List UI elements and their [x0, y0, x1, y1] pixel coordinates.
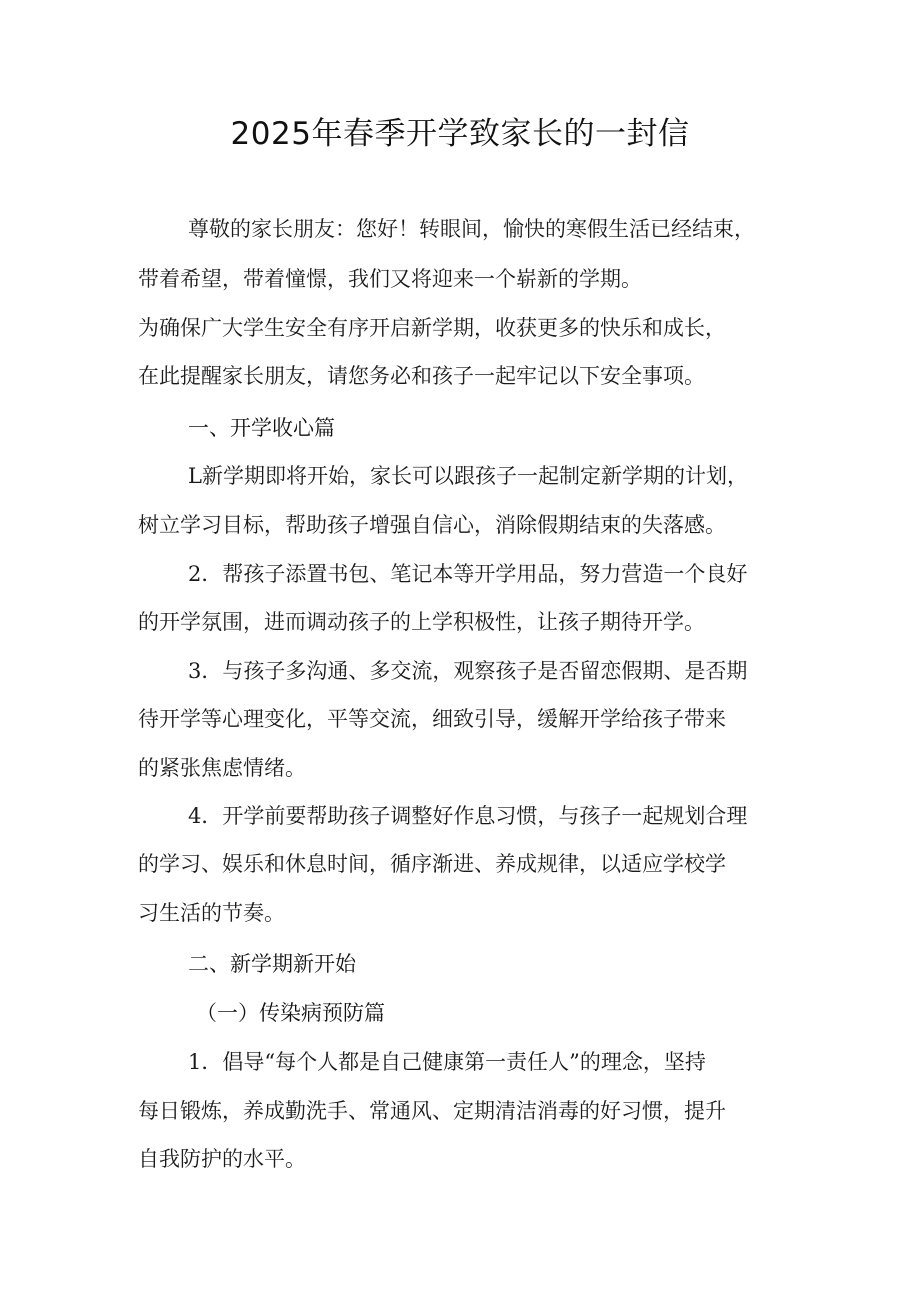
- section1-item4-line-3: 习生活的节奏。: [138, 901, 285, 925]
- section2-item1-line-1: 1．倡导“每个人都是自己健康第一责任人”的理念，坚持: [188, 1050, 706, 1074]
- section2-item1-line-3: 自我防护的水平。: [138, 1147, 306, 1171]
- section1-item3-line-1: 3．与孩子多沟通、多交流，观察孩子是否留恋假期、是否期: [188, 659, 748, 683]
- document-title: 2025年春季开学致家长的一封信: [230, 116, 690, 152]
- section1-item1-line-2: 树立学习目标，帮助孩子增强自信心，消除假期结束的失落感。: [138, 513, 726, 537]
- intro-line-2: 带着希望，带着憧憬，我们又将迎来一个崭新的学期。: [138, 267, 642, 291]
- intro-line-4: 在此提醒家长朋友，请您务必和孩子一起牢记以下安全事项。: [138, 364, 705, 388]
- intro-line-1: 尊敬的家长朋友：您好！转眼间，愉快的寒假生活已经结束，: [188, 217, 755, 241]
- section1-item3-line-3: 的紧张焦虑情绪。: [138, 756, 306, 780]
- section1-item1-line-1: L新学期即将开始，家长可以跟孩子一起制定新学期的计划，: [188, 464, 748, 488]
- section1-item2-line-1: 2．帮孩子添置书包、笔记本等开学用品，努力营造一个良好: [188, 562, 748, 586]
- intro-line-3: 为确保广大学生安全有序开启新学期，收获更多的快乐和成长，: [138, 316, 726, 340]
- section2-item1-line-2: 每日锻炼，养成勤洗手、常通风、定期清洁消毒的好习惯，提升: [138, 1099, 726, 1123]
- section1-item3-line-2: 待开学等心理变化，平等交流，细致引导，缓解开学给孩子带来: [138, 707, 726, 731]
- section1-item2-line-2: 的开学氛围，进而调动孩子的上学积极性，让孩子期待开学。: [138, 610, 705, 634]
- section2-heading: 二、新学期新开始: [188, 952, 356, 976]
- section1-heading: 一、开学收心篇: [188, 416, 335, 440]
- section1-item4-line-1: 4．开学前要帮助孩子调整好作息习惯，与孩子一起规划合理: [188, 804, 748, 828]
- section2-subheading: （一）传染病预防篇: [196, 1001, 385, 1025]
- section1-item4-line-2: 的学习、娱乐和休息时间，循序渐进、养成规律，以适应学校学: [138, 852, 726, 876]
